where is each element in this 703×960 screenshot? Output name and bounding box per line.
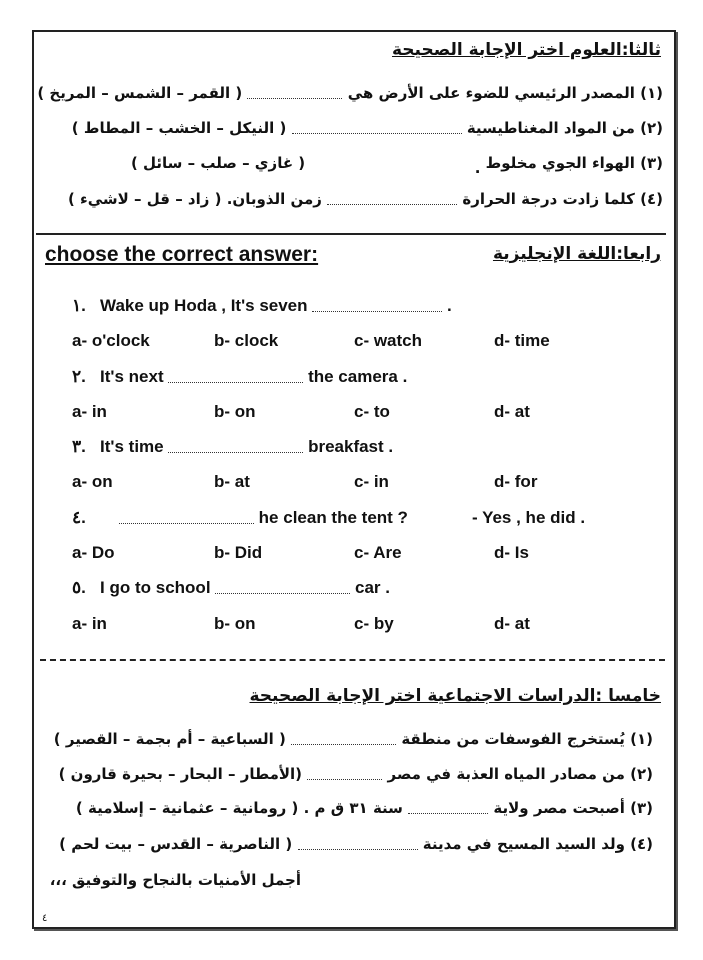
english-q2: [72, 367, 407, 387]
question-text-2: زمن الذوبان.: [226, 190, 322, 208]
question-text: I go to school: [100, 578, 211, 597]
question-number: ٣.: [72, 437, 86, 456]
question-number: ١.: [72, 296, 86, 315]
social-q4: [59, 835, 653, 853]
question-text: It's next: [100, 367, 164, 386]
question-text: It's time: [100, 437, 164, 456]
social-q3: [76, 799, 653, 817]
question-text: (١) يُستخرج الفوسفات من منطقة: [401, 730, 653, 748]
question-text: (١) المصدر الرئيسي للضوء على الأرض هي: [347, 84, 663, 102]
option-d[interactable]: d- for: [494, 472, 538, 491]
question-end: car .: [355, 578, 390, 597]
answer-blank[interactable]: [298, 839, 418, 850]
option-a[interactable]: a- in: [72, 614, 107, 633]
choices: ( زاد – قل – لاشيء ): [67, 190, 222, 208]
answer-blank[interactable]: [292, 123, 462, 134]
question-text: (٣) أصبحت مصر ولاية: [493, 799, 653, 817]
option-c[interactable]: c- watch: [354, 331, 423, 350]
choices: ( القمر – الشمس – المريخ ): [37, 84, 243, 102]
answer-blank[interactable]: [291, 734, 396, 745]
question-end: the camera .: [308, 367, 408, 386]
science-q3: [130, 154, 663, 177]
question-text: (٢) من مصادر المياه العذبة في مصر: [387, 765, 653, 783]
science-q2: [72, 119, 663, 137]
option-a[interactable]: a- on: [72, 472, 113, 491]
choices: ( غازي – صلب – سائل ): [130, 154, 306, 172]
question-end: breakfast .: [308, 437, 394, 456]
option-d[interactable]: d- at: [494, 402, 530, 421]
question-number: ٥.: [72, 578, 86, 597]
question-text: (٣) الهواء الجوي مخلوط: [485, 154, 663, 172]
closing-wishes: أجمل الأمنيات بالنجاح والتوفيق ،،،: [49, 871, 301, 889]
english-q4-answer: - Yes , he did .: [472, 508, 586, 527]
option-d[interactable]: d- at: [494, 614, 530, 633]
option-c[interactable]: c- to: [354, 402, 390, 421]
question-text: (٤) ولد السيد المسيح في مدينة: [422, 835, 653, 853]
english-title-en: choose the correct answer:: [45, 243, 319, 266]
answer-blank[interactable]: [312, 301, 442, 312]
answer-blank[interactable]: [247, 88, 342, 99]
science-q1: [37, 84, 663, 102]
answer-blank[interactable]: [327, 194, 457, 205]
option-b[interactable]: b- on: [214, 402, 256, 421]
question-end: .: [447, 296, 452, 315]
answer-blank[interactable]: [168, 442, 303, 453]
option-c[interactable]: c- by: [354, 614, 394, 633]
answer-blank[interactable]: [408, 803, 488, 814]
divider: [36, 233, 666, 235]
answer-blank[interactable]: [215, 583, 350, 594]
science-title: ثالثا:العلوم اختر الإجابة الصحيحة: [391, 40, 661, 60]
answer-blank[interactable]: [119, 513, 254, 524]
choices: ( الناصرية – القدس – بيت لحم ): [59, 835, 293, 853]
question-number: ٢.: [72, 367, 86, 386]
option-c[interactable]: c- in: [354, 472, 389, 491]
question-end: he clean the tent ?: [258, 508, 408, 527]
answer-blank[interactable]: [168, 372, 303, 383]
english-q3: [72, 437, 393, 457]
option-a[interactable]: a- Do: [72, 543, 115, 562]
english-q5: [72, 578, 390, 598]
option-b[interactable]: b- Did: [214, 543, 263, 562]
answer-blank[interactable]: .: [474, 158, 481, 177]
option-d[interactable]: d- Is: [494, 543, 529, 562]
social-title: خامسا :الدراسات الاجتماعية اختر الإجابة الصحيحة: [249, 686, 661, 706]
option-b[interactable]: b- on: [214, 614, 256, 633]
option-a[interactable]: a- o'clock: [72, 331, 150, 350]
english-q4: [72, 508, 408, 528]
question-text: (٤) كلما زادت درجة الحرارة: [462, 190, 663, 208]
question-text: (٢) من المواد المغناطيسية: [466, 119, 663, 137]
english-q1: [72, 296, 452, 316]
option-d[interactable]: d- time: [494, 331, 550, 350]
social-q2: [59, 765, 653, 783]
dashed-divider: [40, 659, 665, 661]
choices: ( النيكل – الخشب – المطاط ): [71, 119, 287, 137]
answer-blank[interactable]: [307, 769, 382, 780]
choices: ( السباعية – أم بجمة – القصير ): [53, 730, 286, 748]
social-q1: [54, 730, 653, 748]
question-text: Wake up Hoda , It's seven: [100, 296, 308, 315]
page-number: ٤: [42, 913, 48, 924]
question-text-2: سنة ٣١ ق م .: [303, 799, 403, 817]
english-title-ar: رابعا:اللغة الإنجليزية: [492, 244, 661, 264]
choices: (الأمطار – البحار – بحيرة قارون ): [58, 765, 303, 783]
science-q4: [68, 190, 663, 208]
choices: ( رومانية – عثمانية – إسلامية ): [75, 799, 299, 817]
option-b[interactable]: b- at: [214, 472, 250, 491]
question-number: ٤.: [72, 508, 86, 527]
option-b[interactable]: b- clock: [214, 331, 279, 350]
option-c[interactable]: c- Are: [354, 543, 402, 562]
option-a[interactable]: a- in: [72, 402, 107, 421]
